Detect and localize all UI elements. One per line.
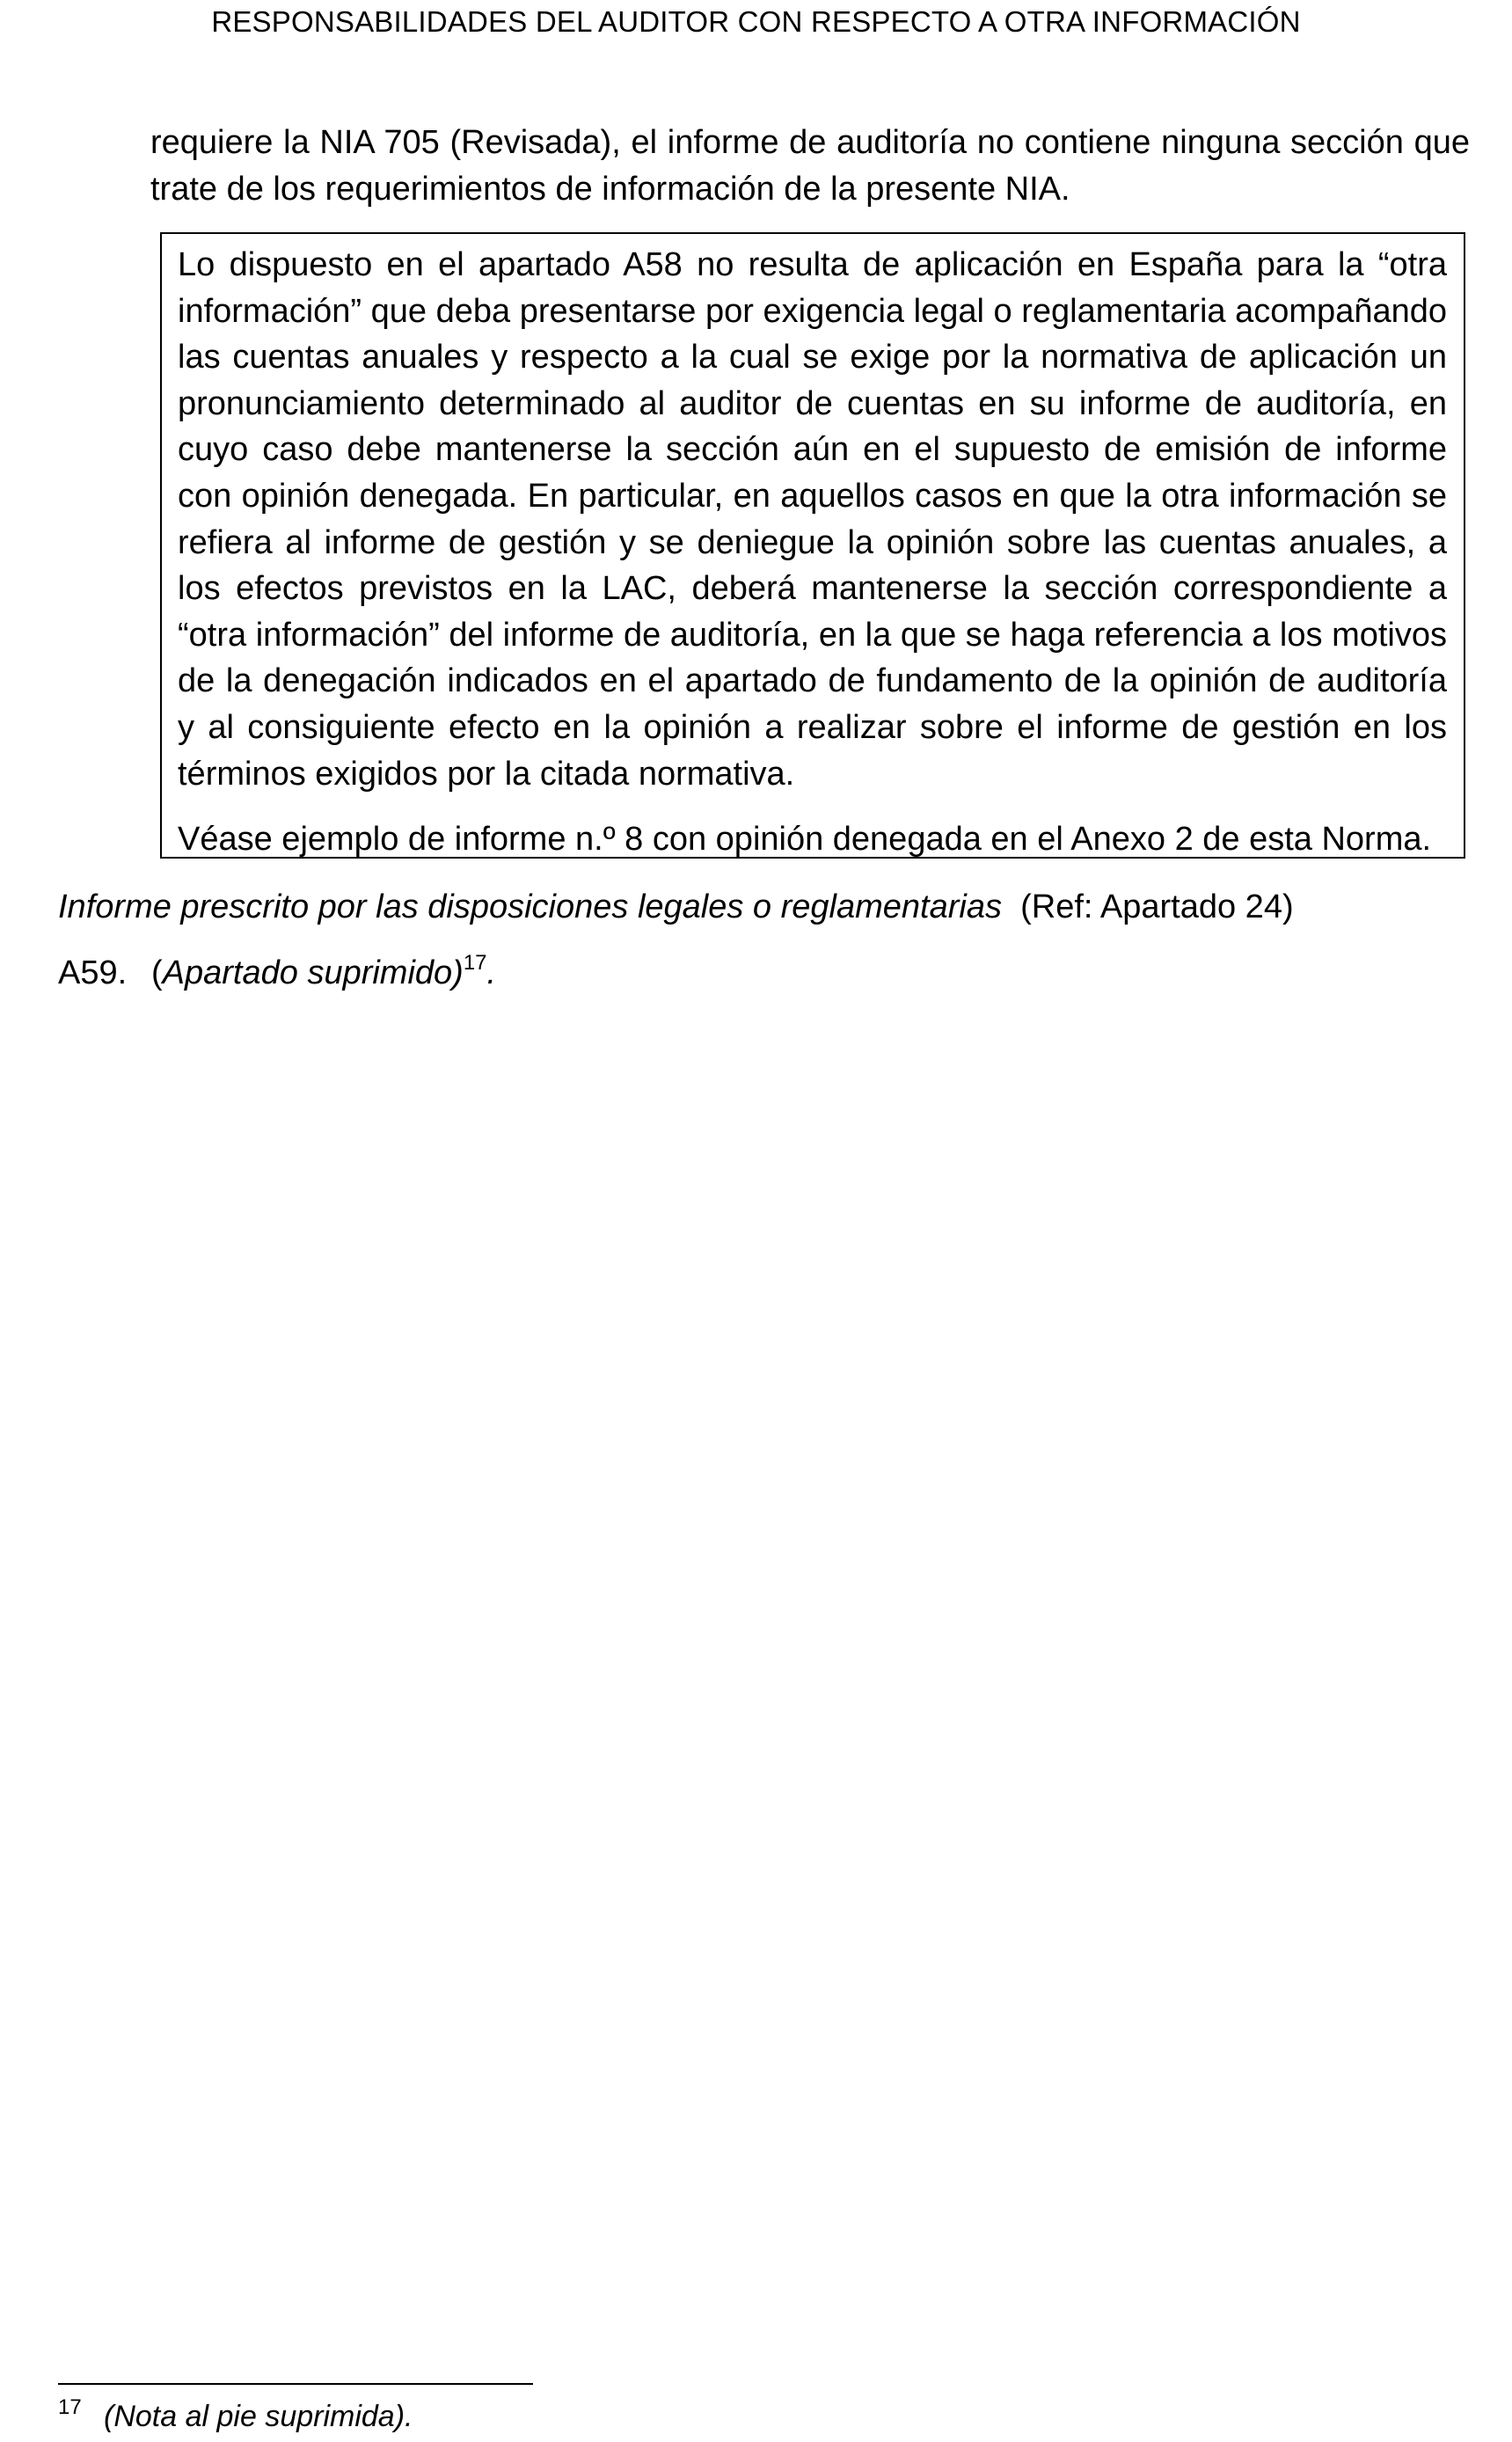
spain-application-note: Véase ejemplo de informe n.º 8 con opinión denegada en el Anexo 2 de esta Norma. xyxy=(178,821,1432,859)
paragraph-number: A59. xyxy=(58,954,128,991)
section-heading-title: Informe prescrito por las disposiciones legales o reglamentarias xyxy=(58,888,1002,925)
spain-application-box xyxy=(160,232,1465,859)
paragraph-text: Apartado suprimido) xyxy=(162,954,464,991)
spain-application-text: Lo dispuesto en el apartado A58 no resulta de aplicación en España para la “otra información” que deba presentarse por exigencia legal o reglamentaria acompañando las cuentas anuales y respecto a la cual se exige por la normativa de aplicación un pronunciamiento determinado al auditor de cuentas en su informe de auditoría, en cuyo caso debe mantenerse la sección aún en el supuesto de emisión de informe con opinión denegada. En particular, en aquellos casos en que la otra información se refiera al informe de gestión y se deniegue la opinión sobre las cuentas anuales, a los efectos previstos en la LAC, deberá mantenerse la sección correspondiente a “otra información” del informe de auditoría, en la que se haga referencia a los motivos de la denegación indicados en el apartado de fundamento de la opinión de auditoría y al consiguiente efecto en la opinión a realizar sobre el informe de gestión en los términos exigidos por la citada normativa. xyxy=(178,246,1447,793)
running-header: RESPONSABILIDADES DEL AUDITOR CON RESPECTO A OTRA INFORMACIÓN xyxy=(211,5,1301,38)
paragraph-open-paren: ( xyxy=(151,954,163,991)
footnote-text: (Nota al pie suprimida). xyxy=(104,2400,413,2433)
intro-paragraph: requiere la NIA 705 (Revisada), el informe de auditoría no contiene ninguna sección que trate de los requerimientos de información de la presente NIA. xyxy=(150,124,1470,208)
section-heading-reference: (Ref: Apartado 24) xyxy=(1020,888,1294,925)
footnote-reference[interactable]: 17 xyxy=(463,951,487,975)
paragraph-period: . xyxy=(486,954,497,991)
footnote-separator xyxy=(58,2383,533,2385)
paragraph-a59 xyxy=(58,950,496,996)
footnote: 17 (Nota al pie suprimida). xyxy=(58,2395,413,2433)
section-heading xyxy=(58,884,1294,930)
